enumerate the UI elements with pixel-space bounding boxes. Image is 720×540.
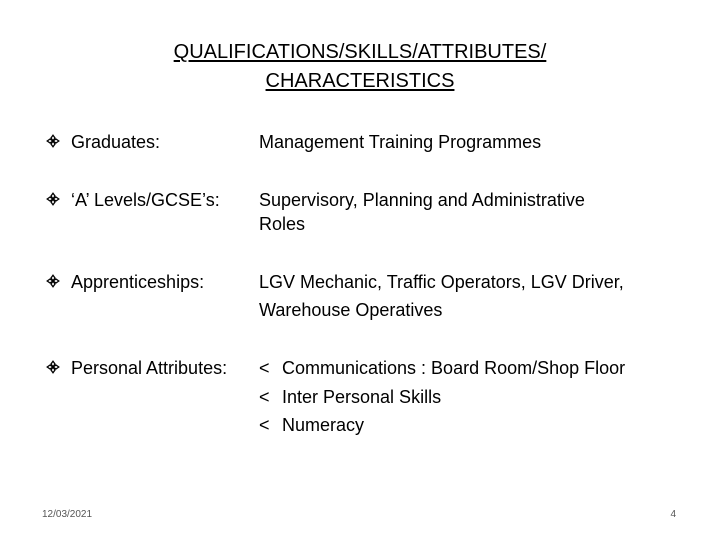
row-label: Graduates: xyxy=(71,132,161,152)
list-marker: < xyxy=(259,386,270,407)
slide-title-line-2: CHARACTERISTICS xyxy=(265,70,455,92)
page-number: 4 xyxy=(670,509,676,520)
diamond-bullet-icon xyxy=(46,356,62,380)
row-label: Personal Attributes: xyxy=(71,358,228,378)
row-value-line: Warehouse Operatives xyxy=(259,300,443,320)
row-value xyxy=(259,188,585,236)
diamond-bullet-icon xyxy=(46,270,62,294)
list-item-text: Inter Personal Skills xyxy=(282,386,442,407)
list-item-text: Numeracy xyxy=(282,415,365,435)
row-value-line: Management Training Programmes xyxy=(259,132,542,152)
list-marker: < xyxy=(259,358,270,378)
row-value xyxy=(259,130,541,154)
personal-attributes-list xyxy=(259,356,625,442)
footer-date: 12/03/2021 xyxy=(42,509,93,520)
slide-title xyxy=(0,38,720,96)
diamond-bullet-icon xyxy=(46,130,62,154)
row-label: Apprenticeships: xyxy=(71,272,205,292)
list-item-text: Communications : Board Room/Shop Floor xyxy=(282,358,626,378)
list-item xyxy=(259,413,625,442)
row-value-line: LGV Mechanic, Traffic Operators, LGV Driver, xyxy=(259,272,624,292)
row-value-line: Supervisory, Planning and Administrative xyxy=(259,190,585,210)
list-marker: < xyxy=(259,415,270,435)
slide-title-line-1: QUALIFICATIONS/SKILLS/ATTRIBUTES/ xyxy=(173,41,547,63)
row-value xyxy=(259,270,624,322)
row-value-line: Roles xyxy=(259,214,306,234)
list-item xyxy=(259,356,625,385)
diamond-bullet-icon xyxy=(46,188,62,212)
list-item xyxy=(259,385,625,414)
row-label: ‘A’ Levels/GCSE’s: xyxy=(71,190,220,210)
